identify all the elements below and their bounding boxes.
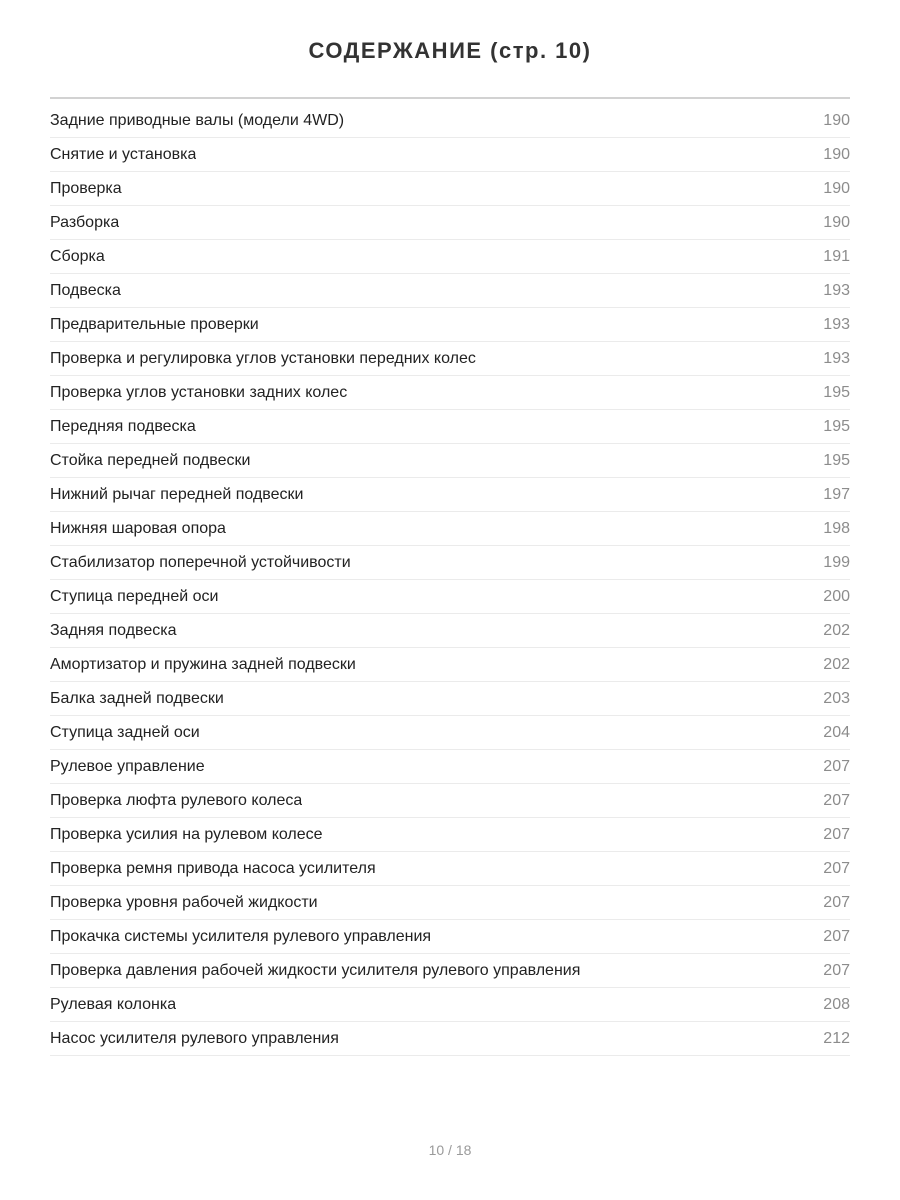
toc-row[interactable] [50,954,850,988]
toc-entry-label: Проверка люфта рулевого колеса [50,791,303,809]
toc-entry-page: 203 [823,689,850,707]
toc-row[interactable] [50,478,850,512]
toc-entry-label: Передняя подвеска [50,417,196,435]
toc-row[interactable] [50,512,850,546]
toc-entry-label: Ступица передней оси [50,587,219,605]
toc-row[interactable] [50,614,850,648]
page-title: СОДЕРЖАНИЕ (стр. 10) [308,38,592,63]
toc-entry-page: 190 [823,145,850,163]
toc-entry-label: Снятие и установка [50,145,197,163]
toc-entry-label: Стабилизатор поперечной устойчивости [50,553,351,571]
toc-row[interactable] [50,852,850,886]
toc-entry-label: Задняя подвеска [50,621,177,639]
toc-entry-page: 193 [823,315,850,333]
toc-entry-label: Сборка [50,247,105,265]
toc-entry-label: Подвеска [50,281,121,299]
toc-entry-page: 195 [823,417,850,435]
toc-entry-page: 207 [823,825,850,843]
toc-entry-label: Нижняя шаровая опора [50,519,226,537]
toc-row[interactable] [50,138,850,172]
toc-entry-page: 195 [823,383,850,401]
toc-row[interactable] [50,410,850,444]
toc-entry-page: 202 [823,655,850,673]
toc-entry-label: Проверка давления рабочей жидкости усилителя рулевого управления [50,961,581,979]
toc-entry-page: 207 [823,859,850,877]
toc-entry-label: Стойка передней подвески [50,451,251,469]
toc-row[interactable] [50,886,850,920]
toc-entry-page: 190 [823,179,850,197]
toc-entry-page: 193 [823,349,850,367]
toc-row[interactable] [50,104,850,138]
toc-entry-label: Задние приводные валы (модели 4WD) [50,111,345,129]
toc-row[interactable] [50,308,850,342]
toc-entry-label: Проверка уровня рабочей жидкости [50,893,318,911]
toc-row[interactable] [50,716,850,750]
toc-list [50,104,850,1056]
toc-entry-label: Рулевая колонка [50,995,177,1013]
toc-row[interactable] [50,648,850,682]
toc-entry-page: 198 [823,519,850,537]
toc-row[interactable] [50,784,850,818]
toc-entry-page: 212 [823,1029,850,1047]
toc-row[interactable] [50,546,850,580]
toc-entry-label: Разборка [50,213,120,231]
toc-row[interactable] [50,240,850,274]
toc-entry-page: 208 [823,995,850,1013]
page-indicator: 10 / 18 [428,1142,472,1158]
toc-row[interactable] [50,682,850,716]
toc-row[interactable] [50,172,850,206]
toc-entry-label: Проверка ремня привода насоса усилителя [50,859,376,877]
toc-row[interactable] [50,988,850,1022]
toc-entry-page: 207 [823,893,850,911]
toc-entry-page: 193 [823,281,850,299]
toc-entry-page: 190 [823,213,850,231]
toc-entry-page: 204 [823,723,850,741]
toc-row[interactable] [50,1022,850,1056]
toc-row[interactable] [50,206,850,240]
toc-entry-label: Нижний рычаг передней подвески [50,485,304,503]
toc-entry-page: 207 [823,791,850,809]
toc-entry-label: Проверка и регулировка углов установки передних колес [50,349,476,367]
toc-entry-label: Насос усилителя рулевого управления [50,1029,339,1047]
toc-row[interactable] [50,920,850,954]
toc-entry-page: 202 [823,621,850,639]
toc-row[interactable] [50,444,850,478]
toc-entry-label: Проверка [50,179,122,197]
toc-row[interactable] [50,580,850,614]
toc-entry-label: Ступица задней оси [50,723,200,741]
toc-entry-label: Предварительные проверки [50,315,259,333]
toc-row[interactable] [50,274,850,308]
toc-content [50,0,850,1056]
toc-entry-label: Амортизатор и пружина задней подвески [50,655,356,673]
toc-row[interactable] [50,342,850,376]
toc-entry-page: 195 [823,451,850,469]
toc-entry-label: Проверка углов установки задних колес [50,383,348,401]
toc-entry-page: 207 [823,757,850,775]
toc-entry-page: 199 [823,553,850,571]
toc-entry-page: 190 [823,111,850,129]
toc-row[interactable] [50,376,850,410]
toc-entry-label: Балка задней подвески [50,689,224,707]
toc-entry-page: 207 [823,961,850,979]
toc-entry-label: Прокачка системы усилителя рулевого управления [50,927,432,945]
header-divider [50,97,850,99]
toc-row[interactable] [50,818,850,852]
toc-entry-label: Проверка усилия на рулевом колесе [50,825,323,843]
toc-row[interactable] [50,750,850,784]
toc-entry-page: 191 [823,247,850,265]
toc-entry-page: 197 [823,485,850,503]
toc-entry-page: 200 [823,587,850,605]
toc-entry-label: Рулевое управление [50,757,205,775]
toc-entry-page: 207 [823,927,850,945]
